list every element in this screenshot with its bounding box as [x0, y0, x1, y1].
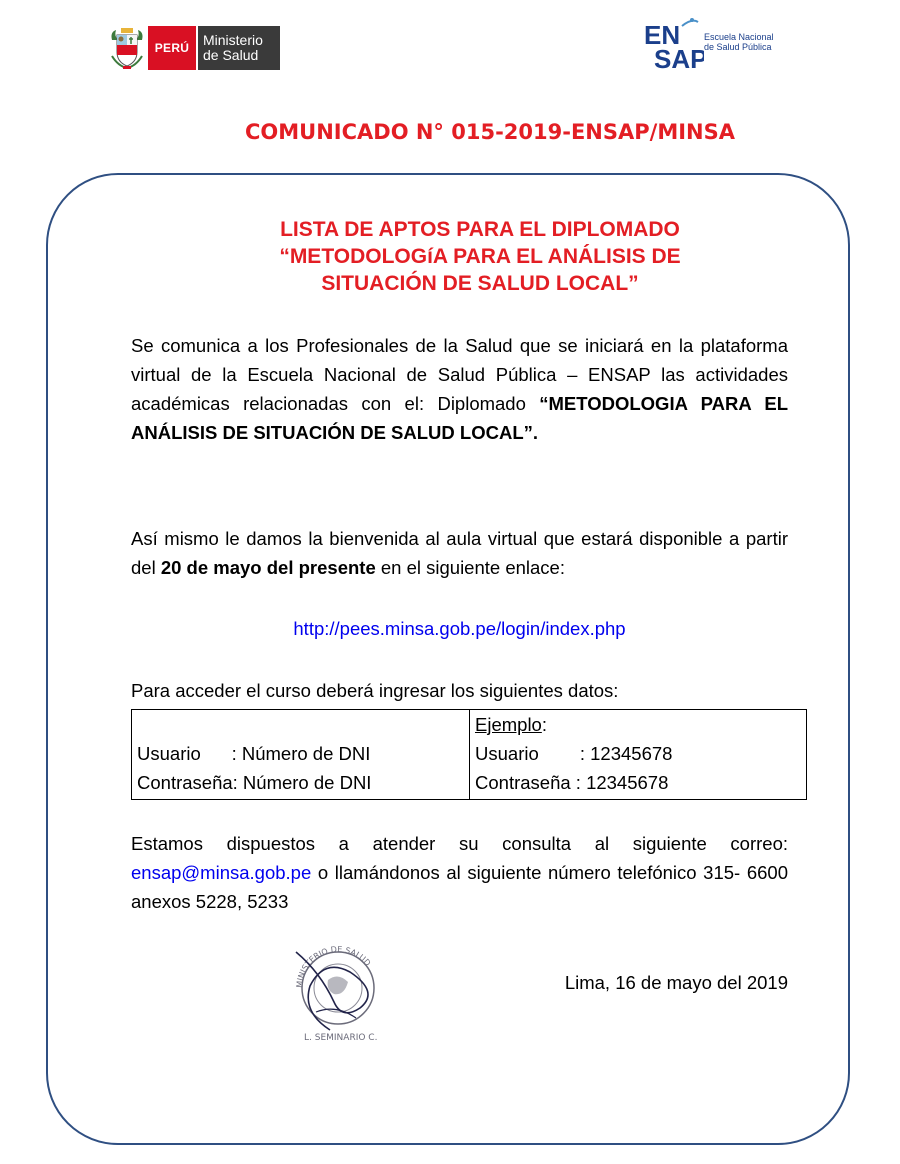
- example-heading: [475, 710, 801, 739]
- official-seal: [290, 942, 386, 1050]
- document-date: Lima, 16 de mayo del 2019: [564, 972, 788, 993]
- document-title: [190, 216, 770, 297]
- title-line-3: SITUACIÓN DE SALUD LOCAL”: [321, 272, 639, 295]
- ministry-line-2: de Salud: [203, 47, 259, 63]
- contact-email-link[interactable]: ensap@minsa.gob.pe: [131, 862, 312, 883]
- title-line-2: “METODOLOGíA PARA EL ANÁLISIS DE: [279, 245, 681, 268]
- welcome-text-before: Así mismo le damos la bienvenida al aula virtual que estará disponible a partir del: [131, 528, 788, 578]
- example-password: Contraseña : 12345678: [475, 772, 669, 793]
- coat-of-arms-icon: [108, 26, 146, 70]
- example-heading-colon: :: [541, 714, 547, 735]
- intro-paragraph: [131, 331, 788, 447]
- password-format: Contraseña: Número de DNI: [137, 772, 372, 793]
- credentials-table: [131, 709, 807, 800]
- ministry-name: [198, 26, 280, 70]
- svg-text:EN: EN: [644, 20, 681, 50]
- contact-text-after: o llamándonos al siguiente número telefónico 315- 6600 anexos 5228, 5233: [131, 862, 788, 912]
- content-frame: [46, 173, 850, 1145]
- course-link[interactable]: http://pees.minsa.gob.pe/login/index.php: [293, 618, 626, 639]
- ensap-line-2: de Salud Pública: [704, 42, 772, 52]
- ensap-mark-icon: [642, 16, 704, 72]
- intro-text: Se comunica a los Profesionales de la Salud que se iniciará en la plataforma virtual de la Escuela Nacional de Salud Pública – ENSAP las actividades académicas relacionadas con el: Diplomado: [131, 335, 788, 414]
- contact-paragraph: [131, 829, 788, 916]
- welcome-text-after: en el siguiente enlace:: [375, 557, 565, 578]
- ensap-name: [704, 32, 794, 52]
- seal-text-bottom: L. SEMINARIO C.: [304, 1033, 378, 1043]
- user-format: Usuario : Número de DNI: [137, 743, 371, 764]
- access-instructions: Para acceder el curso deberá ingresar los siguientes datos:: [131, 680, 619, 701]
- ensap-logo: [642, 16, 792, 72]
- intro-diploma-name: “METODOLOGIA PARA EL ANÁLISIS DE SITUACIÓN DE SALUD LOCAL”.: [131, 393, 789, 443]
- peru-label: PERÚ: [148, 26, 196, 70]
- welcome-paragraph: [131, 524, 788, 582]
- ministry-line-1: Ministerio: [203, 32, 263, 48]
- minsa-logo: [108, 26, 280, 70]
- credentials-format-cell: [132, 710, 470, 800]
- ensap-line-1: Escuela Nacional: [704, 32, 774, 42]
- seal-text-top: MINISTERIO DE SALUD: [294, 944, 373, 989]
- credentials-example-cell: [470, 710, 807, 800]
- welcome-start-date: 20 de mayo del presente: [160, 557, 376, 578]
- comunicado-heading: COMUNICADO N° 015-2019-ENSAP/MINSA: [245, 120, 735, 144]
- credentials-row: [132, 710, 807, 800]
- svg-text:SAP: SAP: [654, 44, 704, 72]
- contact-text-before: Estamos dispuestos a atender su consulta al siguiente correo:: [131, 833, 788, 854]
- title-line-1: LISTA DE APTOS PARA EL DIPLOMADO: [280, 218, 680, 241]
- example-user: Usuario : 12345678: [475, 743, 673, 764]
- example-heading-label: Ejemplo: [475, 714, 542, 735]
